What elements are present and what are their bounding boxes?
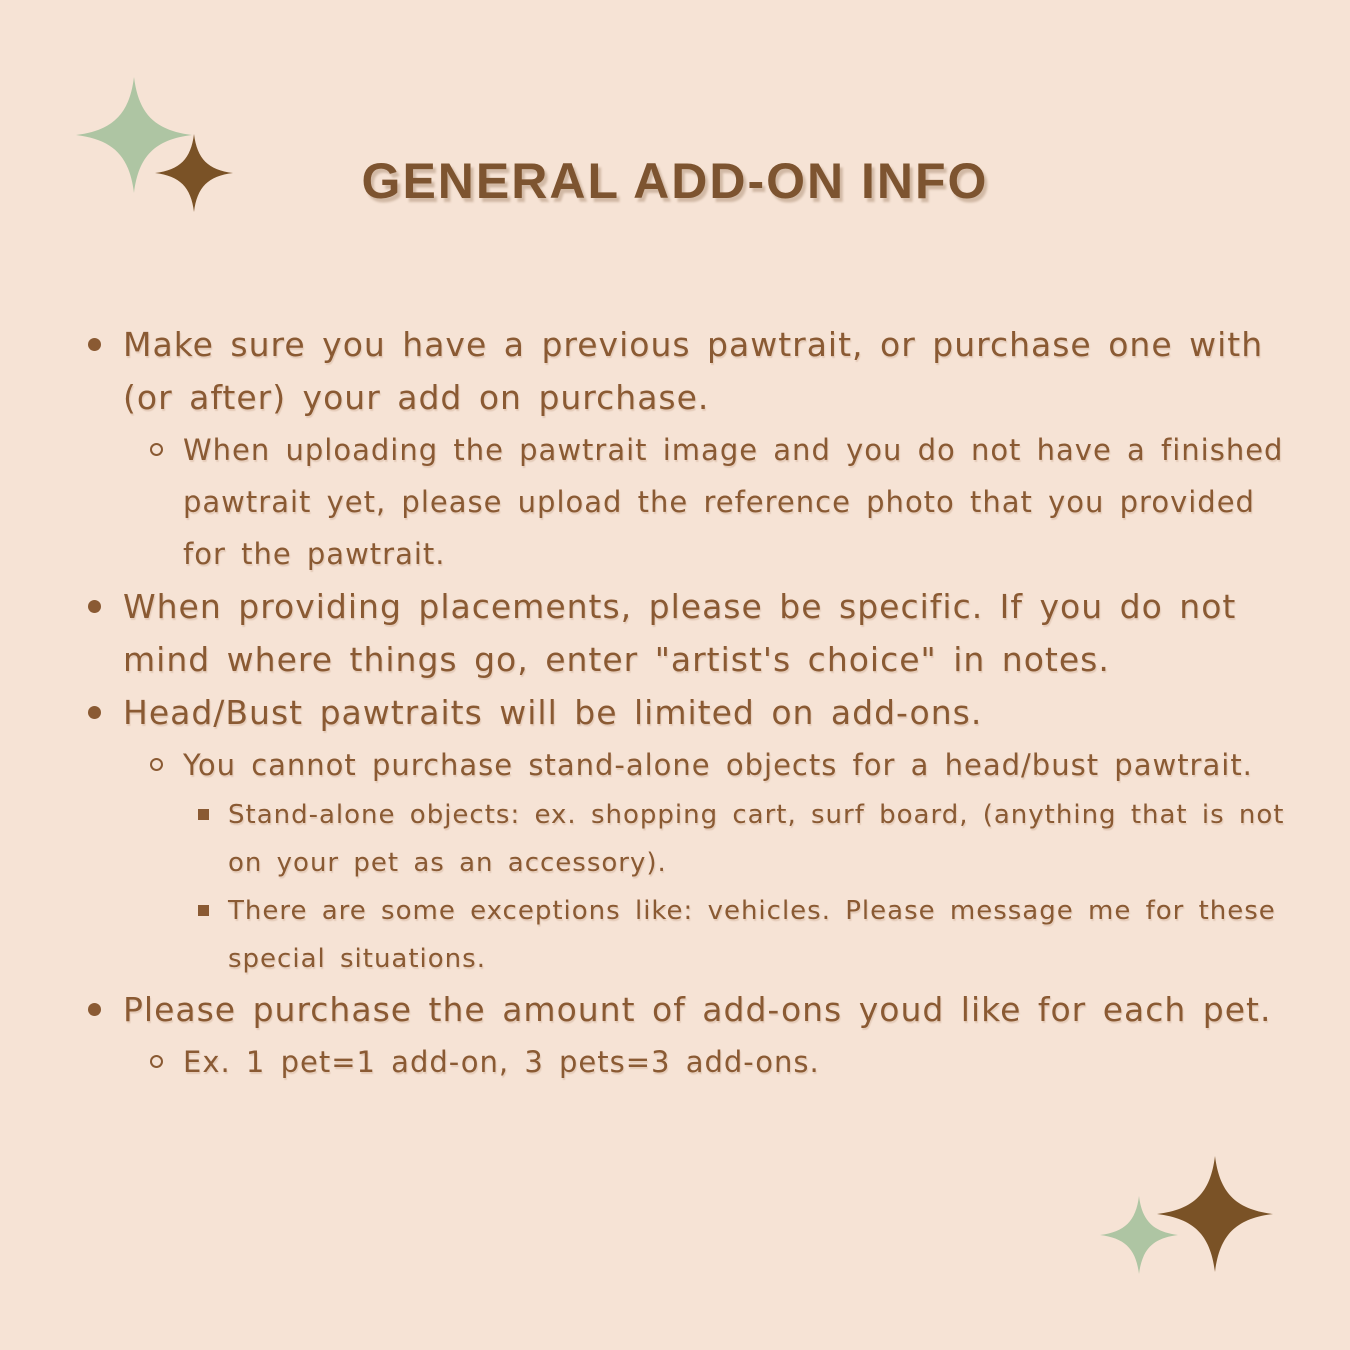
list-item-text: There are some exceptions like: vehicles. Please message me for these special situations. [228,896,1276,974]
sub-bullet-list [150,739,1298,983]
list-item [150,424,1298,580]
list-item-text: Ex. 1 pet=1 add-on, 3 pets=3 add-ons. [183,1045,820,1079]
bullet-circle-icon [150,758,163,771]
list-item-body [123,580,1298,686]
list-item-text: When uploading the pawtrait image and you do not have a finished pawtrait yet, please upload the reference photo that you provided for the pawtrait. [183,433,1284,571]
list-item [88,686,1298,983]
sub-bullet-list [150,1036,1298,1088]
bullet-circle-icon [150,443,163,456]
list-item [88,580,1298,686]
list-item-text: You cannot purchase stand-alone objects for a head/bust pawtrait. [183,748,1253,782]
list-item [198,887,1298,983]
list-item-body [183,424,1298,580]
list-item-text: When providing placements, please be specific. If you do not mind where things go, enter "artist's choice" in notes. [123,587,1237,679]
bullet-list [88,318,1298,1088]
sub-bullet-list [150,424,1298,580]
list-item-body [123,983,1298,1088]
bullet-dot-icon [88,706,101,719]
list-item [198,791,1298,887]
info-list [88,318,1298,1088]
list-item-text: Make sure you have a previous pawtrait, or purchase one with (or after) your add on purchase. [123,325,1264,417]
list-item [88,318,1298,580]
bullet-square-icon [198,809,209,820]
bullet-dot-icon [88,338,101,351]
list-item-body [123,318,1298,580]
list-item-body [228,791,1298,887]
page-title: GENERAL ADD-ON INFO [361,153,989,209]
list-item-body [228,887,1298,983]
brown-sparkle-icon [1157,1156,1273,1272]
sub-sub-bullet-list [198,791,1298,983]
list-item [150,1036,1298,1088]
list-item-text: Head/Bust pawtraits will be limited on add-ons. [123,693,983,732]
list-item [150,739,1298,983]
list-item-body [123,686,1298,983]
bullet-dot-icon [88,1003,101,1016]
list-item [88,983,1298,1088]
list-item-body [183,1036,1298,1088]
list-item-body [183,739,1298,983]
bullet-dot-icon [88,600,101,613]
list-item-text: Please purchase the amount of add-ons youd like for each pet. [123,990,1272,1029]
bullet-circle-icon [150,1055,163,1068]
bullet-square-icon [198,905,209,916]
list-item-text: Stand-alone objects: ex. shopping cart, surf board, (anything that is not on your pet as an accessory). [228,800,1285,878]
